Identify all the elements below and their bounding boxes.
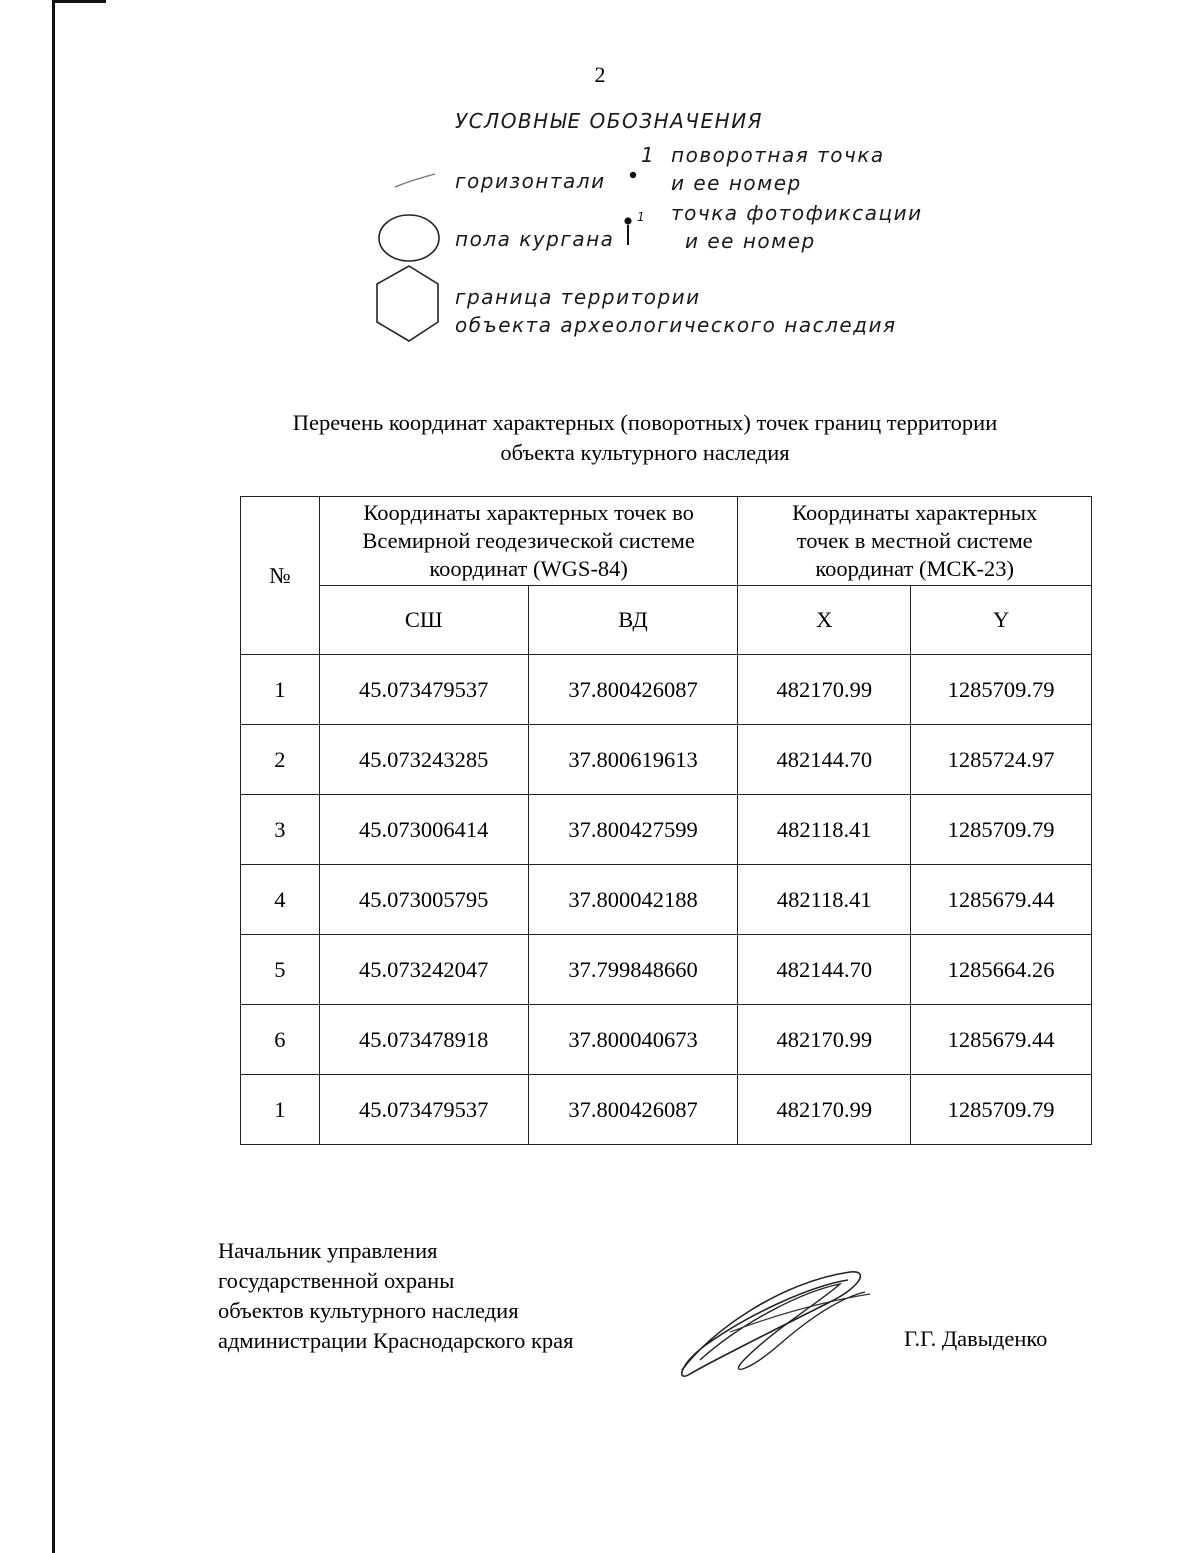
mound-floor-icon	[379, 215, 439, 261]
list-title-line-1: Перечень координат характерных (поворотных) точек границ территории	[292, 410, 998, 435]
cell-y: 1285664.26	[911, 935, 1092, 1005]
cell-x: 482144.70	[738, 725, 911, 795]
contour-line-icon	[395, 174, 435, 187]
cell-lon: 37.800427599	[528, 795, 738, 865]
boundary-hexagon-icon	[377, 266, 438, 341]
signer-line-1: Начальник управления	[218, 1238, 438, 1263]
cell-y: 1285709.79	[911, 1075, 1092, 1145]
cell-number: 1	[241, 655, 320, 725]
cell-lat: 45.073243285	[319, 725, 528, 795]
cell-lon: 37.800619613	[528, 725, 738, 795]
signer-line-3: объектов культурного наследия	[218, 1298, 519, 1323]
table-row	[241, 655, 1092, 725]
legend-title: УСЛОВНЫЕ ОБОЗНАЧЕНИЯ	[455, 109, 764, 133]
legend-contours-label: горизонтали	[455, 169, 606, 193]
cell-x: 482170.99	[738, 1005, 911, 1075]
column-header-number: №	[241, 497, 320, 655]
cell-y: 1285709.79	[911, 795, 1092, 865]
cell-number: 1	[241, 1075, 320, 1145]
column-group-msk23: Координаты характерных точек в местной системе координат (МСК-23)	[738, 497, 1092, 586]
table-row	[241, 1075, 1092, 1145]
cell-x: 482118.41	[738, 795, 911, 865]
legend-photo-point-label-1: точка фотофиксации	[671, 201, 923, 225]
column-header-x: X	[738, 586, 911, 655]
column-group-wgs84: Координаты характерных точек во Всемирной геодезической системе координат (WGS-84)	[319, 497, 738, 586]
column-header-lon: ВД	[528, 586, 738, 655]
table-row	[241, 725, 1092, 795]
cell-y: 1285679.44	[911, 865, 1092, 935]
cell-lon: 37.800042188	[528, 865, 738, 935]
cell-number: 2	[241, 725, 320, 795]
cell-lat: 45.073479537	[319, 655, 528, 725]
cell-number: 6	[241, 1005, 320, 1075]
table-row	[241, 1005, 1092, 1075]
legend-mound-floor-label: пола кургана	[455, 227, 615, 251]
cell-lat: 45.073005795	[319, 865, 528, 935]
coordinates-table	[240, 496, 1092, 1145]
turning-point-icon	[630, 172, 636, 178]
signer-name: Г.Г. Давыденко	[904, 1326, 1048, 1351]
cell-lon: 37.800426087	[528, 1075, 738, 1145]
table-row	[241, 935, 1092, 1005]
legend-turning-point-number: 1	[641, 143, 656, 167]
photo-point-icon	[624, 217, 631, 224]
legend-photo-point-label-2: и ее номер	[685, 229, 816, 253]
legend-turning-point-label-2: и ее номер	[671, 171, 802, 195]
signer-position	[218, 1236, 574, 1356]
column-header-lat: СШ	[319, 586, 528, 655]
coordinates-list-title	[0, 408, 1200, 468]
cell-y: 1285709.79	[911, 655, 1092, 725]
legend-photo-point-number: 1	[637, 210, 647, 224]
cell-x: 482170.99	[738, 1075, 911, 1145]
cell-number: 4	[241, 865, 320, 935]
cell-y: 1285724.97	[911, 725, 1092, 795]
page-number: 2	[594, 62, 606, 87]
handwritten-signature	[670, 1262, 880, 1387]
cell-number: 3	[241, 795, 320, 865]
signer-line-2: государственной охраны	[218, 1268, 455, 1293]
cell-lon: 37.800040673	[528, 1005, 738, 1075]
cell-lat: 45.073479537	[319, 1075, 528, 1145]
column-header-y: Y	[911, 586, 1092, 655]
cell-x: 482170.99	[738, 655, 911, 725]
cell-lat: 45.073478918	[319, 1005, 528, 1075]
legend-boundary-label-2: объекта археологического наследия	[455, 313, 897, 337]
cell-lon: 37.800426087	[528, 655, 738, 725]
cell-lon: 37.799848660	[528, 935, 738, 1005]
legend-boundary-label-1: граница территории	[455, 285, 701, 309]
cell-lat: 45.073242047	[319, 935, 528, 1005]
cell-x: 482118.41	[738, 865, 911, 935]
table-row	[241, 865, 1092, 935]
cell-x: 482144.70	[738, 935, 911, 1005]
list-title-line-2: объекта культурного наследия	[500, 440, 790, 465]
signer-line-4: администрации Краснодарского края	[218, 1328, 574, 1353]
cell-lat: 45.073006414	[319, 795, 528, 865]
table-row	[241, 795, 1092, 865]
legend-turning-point-label-1: поворотная точка	[671, 143, 885, 167]
cell-number: 5	[241, 935, 320, 1005]
cell-y: 1285679.44	[911, 1005, 1092, 1075]
